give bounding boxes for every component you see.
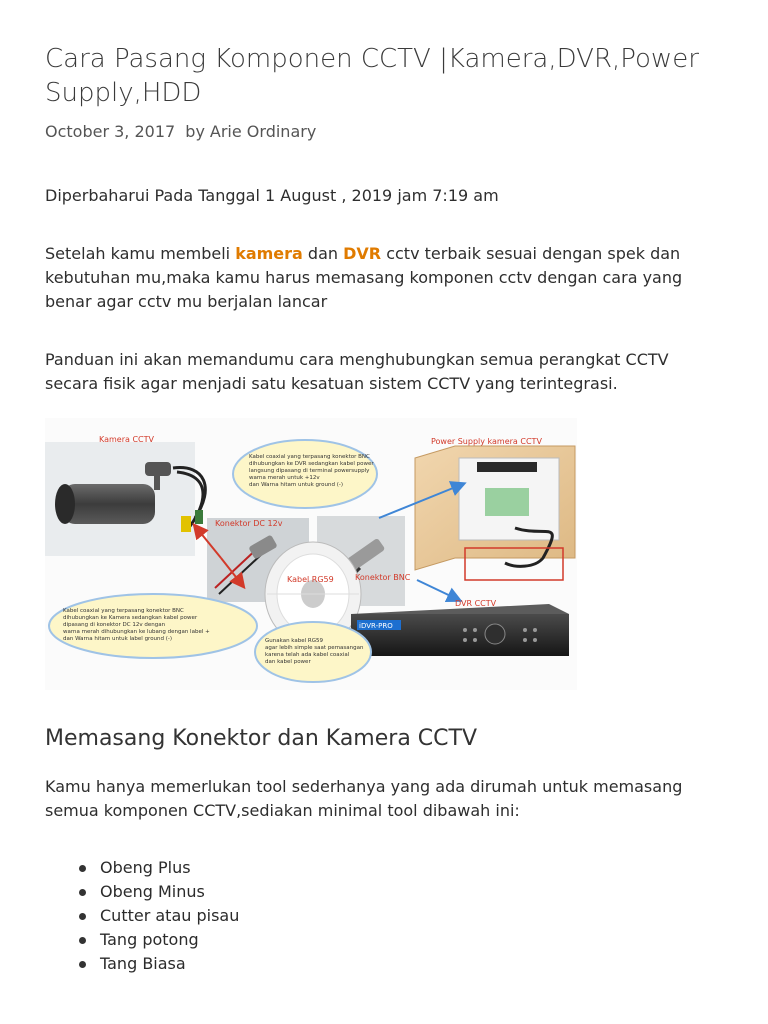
diagram-svg [45,418,577,690]
intro-paragraph [45,242,705,314]
kamera-link[interactable]: kamera [235,244,303,263]
power-supply-illustration [415,446,575,580]
by-label: by [185,122,205,141]
bubble-top-line: dan Warna hitam untuk ground (-) [249,482,343,488]
bubble-left-line: warna merah dihubungkan ke lubang dengan label + [63,629,210,635]
updated-note: Diperbaharui Pada Tanggal 1 August , 2019 jam 7:19 am [45,186,499,205]
camera-illustration [45,442,205,556]
label-power-supply: Power Supply kamera CCTV [431,437,542,446]
dvr-illustration [351,604,569,656]
guide-paragraph: Panduan ini akan memandumu cara menghubungkan semua perangkat CCTV secara fisik agar menjadi satu kesatuan sistem CCTV yang terintegrasi. [45,350,669,393]
intro-text-a: Setelah kamu membeli [45,244,236,263]
bubble-left-line: Kabel coaxial yang terpasang konektor BNC [63,608,184,614]
label-camera: Kamera CCTV [99,435,154,444]
label-dc-connector: Konektor DC 12v [215,519,283,528]
bubble-left-line: dipasang di konektor DC 12v dengan [63,622,166,628]
bubble-top-line: Kabel coaxial yang terpasang konektor BNC [249,454,370,460]
tools-intro-paragraph: Kamu hanya memerlukan tool sederhanya yang ada dirumah untuk memasang semua komponen CCTV,sediakan minimal tool dibawah ini: [45,777,683,820]
list-item: Obeng Minus [45,880,239,904]
author-link[interactable]: Arie Ordinary [209,122,317,141]
bubble-top-line: langsung dipasang di terminal powersupply [249,468,370,474]
article-title: Cara Pasang Komponen CCTV |Kamera,DVR,Power Supply,HDD [45,44,699,108]
post-meta [45,122,316,141]
label-dvr: DVR CCTV [455,599,497,608]
cctv-wiring-diagram [45,418,577,690]
label-cable: Kabel RG59 [287,575,334,584]
bubble-bottom-line: Gunakan kabel RG59 [265,638,323,644]
bubble-left-line: dihubungkan ke Kamera sedangkan kabel power [63,615,198,621]
dvr-link[interactable]: DVR [343,244,382,263]
post-date-link[interactable]: October 3, 2017 [45,122,176,141]
list-item: Tang Biasa [45,952,239,976]
list-item: Obeng Plus [45,856,239,880]
intro-text-c: cctv terbaik sesuai dengan spek dan kebutuhan mu,maka kamu harus memasang komponen cctv dengan cara yang benar agar cctv mu berjalan lancar [45,244,683,311]
list-item: Cutter atau pisau [45,904,239,928]
bubble-top-line: dihubungkan ke DVR sedangkan kabel power [249,461,374,467]
callout-bubble-top [233,440,377,508]
bubble-bottom-line: dan kabel power [265,659,311,665]
dvr-brand-label: iDVR-PRO [359,622,393,630]
label-bnc: Konektor BNC [355,573,411,582]
bubble-bottom-line: agar lebih simple saat pemasangan [265,645,364,651]
section-heading: Memasang Konektor dan Kamera CCTV [45,726,478,751]
tools-list [45,856,239,976]
bubble-left-line: dan Warna hitam untuk label ground (-) [63,636,173,642]
intro-text-b: dan [302,244,344,263]
list-item: Tang potong [45,928,239,952]
bubble-bottom-line: karena telah ada kabel coaxial [265,652,350,658]
bubble-top-line: warna merah untuk +12v [249,475,320,481]
